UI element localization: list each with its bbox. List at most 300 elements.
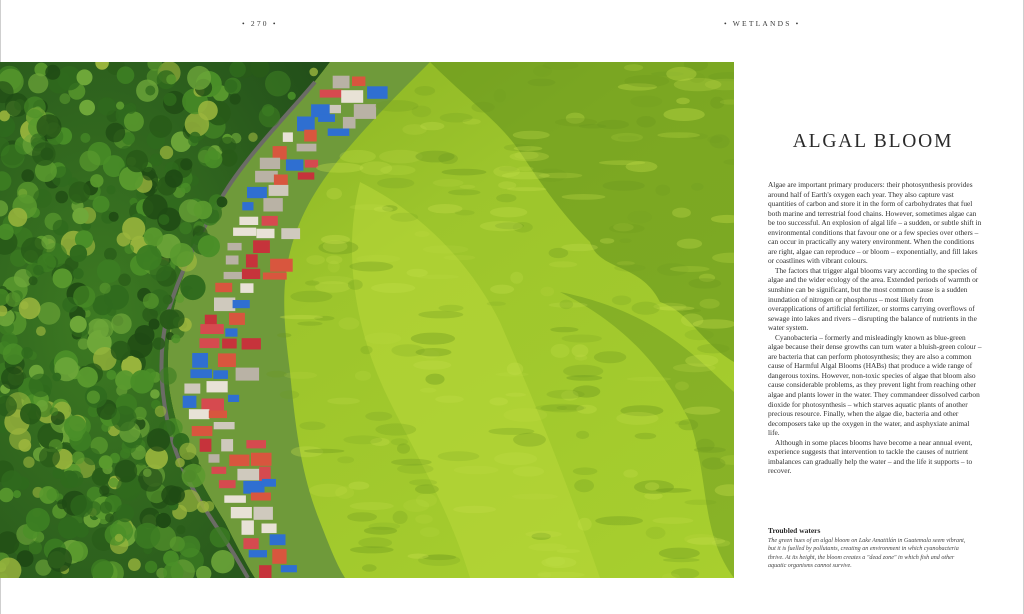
tree [109, 478, 119, 488]
bloom-ripple [391, 344, 424, 356]
bloom-ripple [316, 163, 363, 173]
house-roof [253, 240, 270, 253]
bloom-ripple [510, 272, 523, 284]
tree [180, 275, 205, 300]
bloom-ripple [673, 363, 716, 372]
tree [122, 217, 145, 240]
tree [72, 208, 88, 224]
bloom-ripple [700, 299, 720, 309]
tree [3, 343, 24, 364]
house-roof [269, 185, 289, 196]
bloom-ripple [623, 469, 638, 477]
tree [180, 158, 192, 170]
bloom-ripple [435, 396, 464, 403]
bloom-ripple [407, 269, 428, 277]
bloom-ripple [326, 255, 342, 264]
bloom-ripple [549, 248, 569, 258]
bloom-ripple [362, 564, 377, 571]
tree [143, 293, 159, 309]
house-roof [251, 493, 271, 501]
bloom-ripple [355, 371, 371, 381]
bloom-ripple [655, 185, 670, 196]
house-roof [367, 86, 388, 99]
tree [53, 220, 69, 236]
tree [78, 338, 89, 349]
bloom-ripple [663, 108, 704, 121]
tree [180, 183, 190, 193]
tree [80, 133, 90, 143]
bloom-ripple [599, 160, 645, 165]
tree [79, 100, 95, 116]
bloom-ripple [418, 311, 463, 319]
tree [21, 347, 33, 359]
tree [23, 457, 34, 468]
house-roof [224, 495, 246, 502]
tree [117, 66, 135, 84]
tree [194, 201, 213, 220]
house-roof [273, 146, 287, 159]
bloom-ripple [503, 408, 547, 422]
bloom-ripple [340, 150, 376, 163]
bloom-ripple [360, 161, 393, 175]
bloom-ripple [408, 554, 429, 559]
house-roof [200, 338, 220, 348]
tree [70, 495, 93, 518]
bloom-ripple [675, 382, 689, 391]
bloom-ripple [365, 412, 392, 421]
tree [106, 123, 126, 143]
bloom-ripple [490, 207, 527, 217]
tree [73, 268, 84, 279]
bloom-ripple [611, 133, 643, 142]
bloom-ripple [539, 173, 582, 179]
house-roof [192, 353, 208, 368]
house-roof [214, 298, 235, 312]
house-roof [343, 117, 356, 129]
tree [124, 112, 144, 132]
house-roof [236, 368, 260, 381]
bloom-ripple [415, 484, 439, 494]
bloom-ripple [349, 482, 370, 490]
tree [142, 167, 156, 181]
house-roof [225, 328, 237, 336]
bloom-ripple [493, 166, 520, 177]
tree [128, 558, 141, 571]
tree [105, 524, 127, 546]
house-roof [320, 90, 343, 98]
bloom-ripple [574, 479, 594, 492]
bloom-ripple [391, 438, 408, 445]
house-roof [256, 229, 274, 239]
tree [77, 367, 98, 388]
house-roof [229, 313, 245, 325]
tree [77, 69, 93, 85]
tree [83, 448, 100, 465]
bloom-ripple [453, 506, 496, 513]
tree [109, 212, 119, 222]
tree [159, 367, 177, 385]
tree [99, 455, 113, 469]
tree [52, 373, 61, 382]
aerial-photo [0, 62, 734, 578]
bloom-ripple [490, 285, 514, 294]
tree [73, 286, 95, 308]
bloom-ripple [304, 449, 345, 453]
tree [210, 527, 231, 548]
house-roof [200, 324, 224, 334]
paragraph: Algae are important primary producers: their photosynthesis provides around half of Earth's oxygen each year. They also capture vast quantities of carbon and store it in the form of carbohydrates that fuel both marine and terrestrial food chains. However, sometimes algae can be too successful. An explosion of algal life – a sudden, or subtle shift in environmental conditions that favour one or a few species over others – can occur in practically any watery environment. When the conditions are right, algae can reproduce – or bloom – exponentially, and fill lakes or coastlines with vibrant colours. [768, 180, 982, 266]
bloom-ripple [666, 67, 696, 81]
tree [47, 547, 72, 572]
bloom-ripple [594, 351, 626, 363]
bloom-ripple [540, 287, 554, 297]
tree [176, 525, 185, 534]
bloom-ripple [619, 239, 631, 244]
bloom-ripple [402, 124, 426, 135]
bloom-ripple [624, 64, 643, 71]
bloom-ripple [416, 494, 437, 507]
bloom-ripple [600, 238, 614, 244]
house-roof [243, 538, 258, 549]
bloom-ripple [347, 512, 377, 521]
tree [197, 501, 209, 513]
tree [97, 259, 121, 283]
bloom-ripple [514, 151, 538, 159]
tree [170, 243, 194, 267]
page-number: • 270 • [242, 19, 278, 28]
house-roof [190, 369, 212, 378]
bloom-ripple [443, 255, 475, 260]
bloom-ripple [420, 388, 436, 393]
tree [143, 468, 152, 477]
tree [20, 403, 41, 424]
house-roof [229, 455, 249, 467]
tree [33, 265, 44, 276]
house-roof [215, 283, 232, 292]
house-roof [297, 117, 315, 132]
tree [104, 404, 116, 416]
house-roof [237, 469, 259, 481]
tree [178, 536, 200, 558]
bloom-ripple [675, 421, 690, 425]
house-roof [249, 550, 267, 557]
tree [171, 334, 180, 343]
house-roof [218, 353, 236, 367]
tree [100, 283, 111, 294]
bloom-ripple [697, 344, 729, 354]
tree [24, 96, 46, 118]
house-roof [219, 480, 236, 488]
house-roof [213, 370, 228, 379]
bloom-ripple [550, 327, 578, 332]
house-roof [207, 381, 228, 392]
tree [29, 374, 53, 398]
tree [64, 416, 87, 439]
tree [93, 319, 113, 339]
house-roof [222, 339, 237, 349]
bloom-ripple [653, 303, 686, 311]
bloom-ripple [616, 412, 658, 425]
bloom-ripple [487, 302, 506, 306]
tree [166, 310, 185, 329]
bloom-ripple [350, 204, 389, 210]
bloom-ripple [688, 278, 721, 288]
bloom-ripple [659, 548, 700, 559]
paragraph: Cyanobacteria – formerly and misleadingly known as blue-green algae because their dense growths can turn water a bluish-green colour – are bacteria that can perform photosynthesis; they are also a common cause of Harmful Algal Blooms (HABs) that produce a wide range of dangerous toxins. However, non-toxic species of algae that bloom also cause considerable problems, as they prevent light from reaching other algae and plants lower in the water. They commandeer dissolved carbon dioxide for photosynthesis – which starves aquatic plants of another precious resource. Finally, when the algae die, bacteria and other decomposers take up the oxygen in the water, and asphyxiate animal life. [768, 332, 982, 438]
house-roof [305, 160, 318, 168]
tree [163, 551, 179, 567]
house-roof [330, 105, 341, 113]
tree [70, 316, 87, 333]
bloom-ripple [364, 333, 401, 345]
bloom-ripple [326, 188, 342, 200]
tree [21, 169, 34, 182]
article-title: ALGAL BLOOM [792, 131, 954, 152]
tree [182, 464, 206, 488]
tree [100, 502, 112, 514]
bloom-ripple [415, 515, 433, 524]
bloom-ripple [321, 235, 350, 244]
tree [265, 71, 291, 97]
bloom-ripple [562, 194, 606, 200]
bloom-ripple [707, 136, 722, 143]
tree [165, 170, 183, 188]
bloom-ripple [412, 106, 432, 118]
tree [58, 517, 80, 539]
tree [150, 154, 163, 167]
tree [26, 508, 50, 532]
tree [116, 102, 124, 110]
tree [45, 65, 60, 80]
tree [166, 74, 176, 84]
bloom-ripple [635, 433, 657, 440]
bloom-ripple [541, 404, 585, 413]
tree [60, 93, 71, 104]
bloom-ripple [613, 223, 634, 231]
bloom-ripple [578, 518, 592, 531]
section-name: • WETLANDS • [724, 19, 801, 28]
tree [106, 185, 115, 194]
bloom-ripple [549, 261, 577, 267]
caption-heading: Troubled waters [768, 526, 821, 535]
tree [93, 196, 110, 213]
house-roof [242, 338, 261, 349]
tree [106, 370, 116, 380]
tree [135, 325, 155, 345]
bloom-ripple [560, 300, 574, 310]
house-roof [243, 481, 264, 494]
bloom-ripple [513, 131, 550, 140]
house-roof [231, 507, 252, 518]
tree [161, 485, 181, 505]
bloom-ripple [551, 344, 570, 358]
bloom-ripple [563, 365, 603, 378]
house-roof [233, 228, 256, 236]
house-roof [214, 422, 235, 429]
house-roof [200, 439, 212, 452]
bloom-ripple [266, 371, 286, 378]
house-roof [212, 467, 227, 474]
house-roof [189, 409, 210, 419]
tree [217, 197, 228, 208]
caption-text: The green hues of an algal bloom on Lake Amatitlán in Guatemala seem vibrant, but it is fuelled by pollutants, creating an environment in which cyanobacteria thrive. At its height, the bloom creates a "dead zone" in which fish and other aquatic organisms cannot survive. [768, 538, 966, 570]
bloom-ripple [423, 245, 468, 253]
tree [50, 407, 59, 416]
bloom-ripple [442, 169, 487, 176]
bloom-ripple [454, 466, 499, 475]
bloom-ripple [411, 333, 455, 345]
tree [147, 428, 170, 451]
house-roof [246, 254, 258, 267]
bloom-ripple [677, 239, 702, 249]
house-roof [226, 256, 239, 265]
tree [159, 214, 170, 225]
tree [262, 104, 274, 116]
house-roof [242, 520, 254, 534]
tree [32, 142, 56, 166]
house-roof [242, 269, 260, 279]
bloom-ripple [290, 291, 332, 303]
bloom-ripple [505, 393, 526, 397]
house-roof [263, 198, 282, 211]
bloom-ripple [684, 407, 720, 415]
bloom-ripple [657, 132, 700, 138]
tree [150, 389, 160, 399]
house-roof [281, 565, 297, 572]
bloom-ripple [685, 500, 717, 505]
tree [189, 132, 200, 143]
tree [130, 370, 154, 394]
bloom-ripple [433, 179, 464, 187]
bloom-ripple [337, 456, 354, 463]
paragraph: The factors that trigger algal blooms vary according to the species of algae and the wider ecology of the area. Extended periods of warmth or sunshine can be significant, but the most common cause is a sudden inundation of nitrogen or phosphorus – most likely from overapplications of artificial fertilizer, or storms carrying overflows of sewage into lakes and rivers – disrupting the balance of nutrients in the water system. [768, 265, 979, 333]
tree [163, 93, 176, 106]
bloom-ripple [555, 118, 597, 126]
bloom-ripple [297, 321, 322, 325]
bloom-ripple [420, 527, 440, 537]
tree [115, 534, 123, 542]
bloom-ripple [393, 511, 408, 524]
bloom-ripple [391, 459, 432, 466]
house-roof [183, 396, 197, 408]
bloom-ripple [646, 527, 666, 539]
bloom-ripple [377, 178, 414, 189]
bloom-ripple [438, 451, 480, 461]
tree [55, 191, 68, 204]
house-roof [318, 114, 335, 122]
bloom-ripple [572, 344, 589, 357]
bloom-ripple [603, 181, 645, 191]
house-roof [270, 259, 293, 272]
tree [153, 337, 165, 349]
bloom-ripple [513, 466, 544, 476]
article-body [768, 180, 982, 476]
bloom-ripple [413, 361, 451, 370]
bloom-ripple [299, 422, 325, 431]
bloom-ripple [375, 423, 416, 435]
bloom-ripple [339, 317, 360, 329]
tree [72, 451, 85, 464]
house-roof [239, 217, 258, 225]
bloom-ripple [277, 333, 291, 338]
tree [98, 97, 116, 115]
tree [105, 513, 114, 522]
bloom-ripple [428, 204, 463, 213]
house-roof [341, 90, 363, 103]
bloom-ripple [280, 390, 299, 399]
tree [144, 228, 163, 247]
bloom-ripple [614, 264, 645, 271]
tree [1, 144, 25, 168]
house-roof [270, 534, 286, 545]
house-roof [286, 159, 304, 170]
bloom-ripple [533, 65, 552, 77]
tree [230, 93, 241, 104]
bloom-ripple [561, 244, 598, 251]
tree [125, 103, 136, 114]
bloom-ripple [512, 494, 558, 500]
bloom-ripple [545, 556, 565, 566]
tree [41, 235, 55, 249]
house-roof [281, 228, 300, 239]
tree [156, 513, 171, 528]
house-roof [283, 132, 293, 142]
house-roof [246, 440, 266, 448]
tree [175, 458, 185, 468]
bloom-ripple [514, 146, 543, 151]
bloom-ripple [350, 502, 394, 510]
house-roof [298, 172, 315, 179]
house-roof [352, 77, 365, 87]
bloom-ripple [494, 89, 506, 103]
bloom-ripple [415, 231, 430, 237]
tree [69, 181, 91, 203]
house-roof [262, 216, 278, 226]
tree [8, 208, 27, 227]
bloom-ripple [494, 452, 537, 465]
bloom-ripple [691, 183, 703, 191]
tree [136, 245, 162, 271]
tree [219, 137, 236, 154]
tree [29, 276, 38, 285]
house-roof [262, 524, 277, 534]
house-roof [240, 283, 253, 293]
tree [179, 443, 196, 460]
house-roof [304, 130, 317, 142]
house-roof [209, 454, 220, 463]
bloom-ripple [284, 372, 317, 379]
bloom-ripple [498, 181, 516, 189]
bloom-ripple [627, 377, 672, 381]
bloom-ripple [343, 435, 382, 444]
bloom-ripple [480, 221, 523, 231]
bloom-ripple [595, 516, 643, 525]
tree [248, 133, 257, 142]
bloom-ripple [364, 527, 397, 535]
house-roof [272, 549, 286, 564]
tree [309, 68, 318, 77]
bloom-ripple [350, 546, 394, 553]
house-roof [263, 273, 287, 280]
tree [179, 222, 192, 235]
tree [104, 248, 117, 261]
tree [87, 391, 100, 404]
bloom-ripple [327, 398, 360, 405]
tree [224, 80, 237, 93]
tree [28, 73, 48, 93]
bloom-ripple [513, 433, 546, 447]
tree [13, 490, 21, 498]
